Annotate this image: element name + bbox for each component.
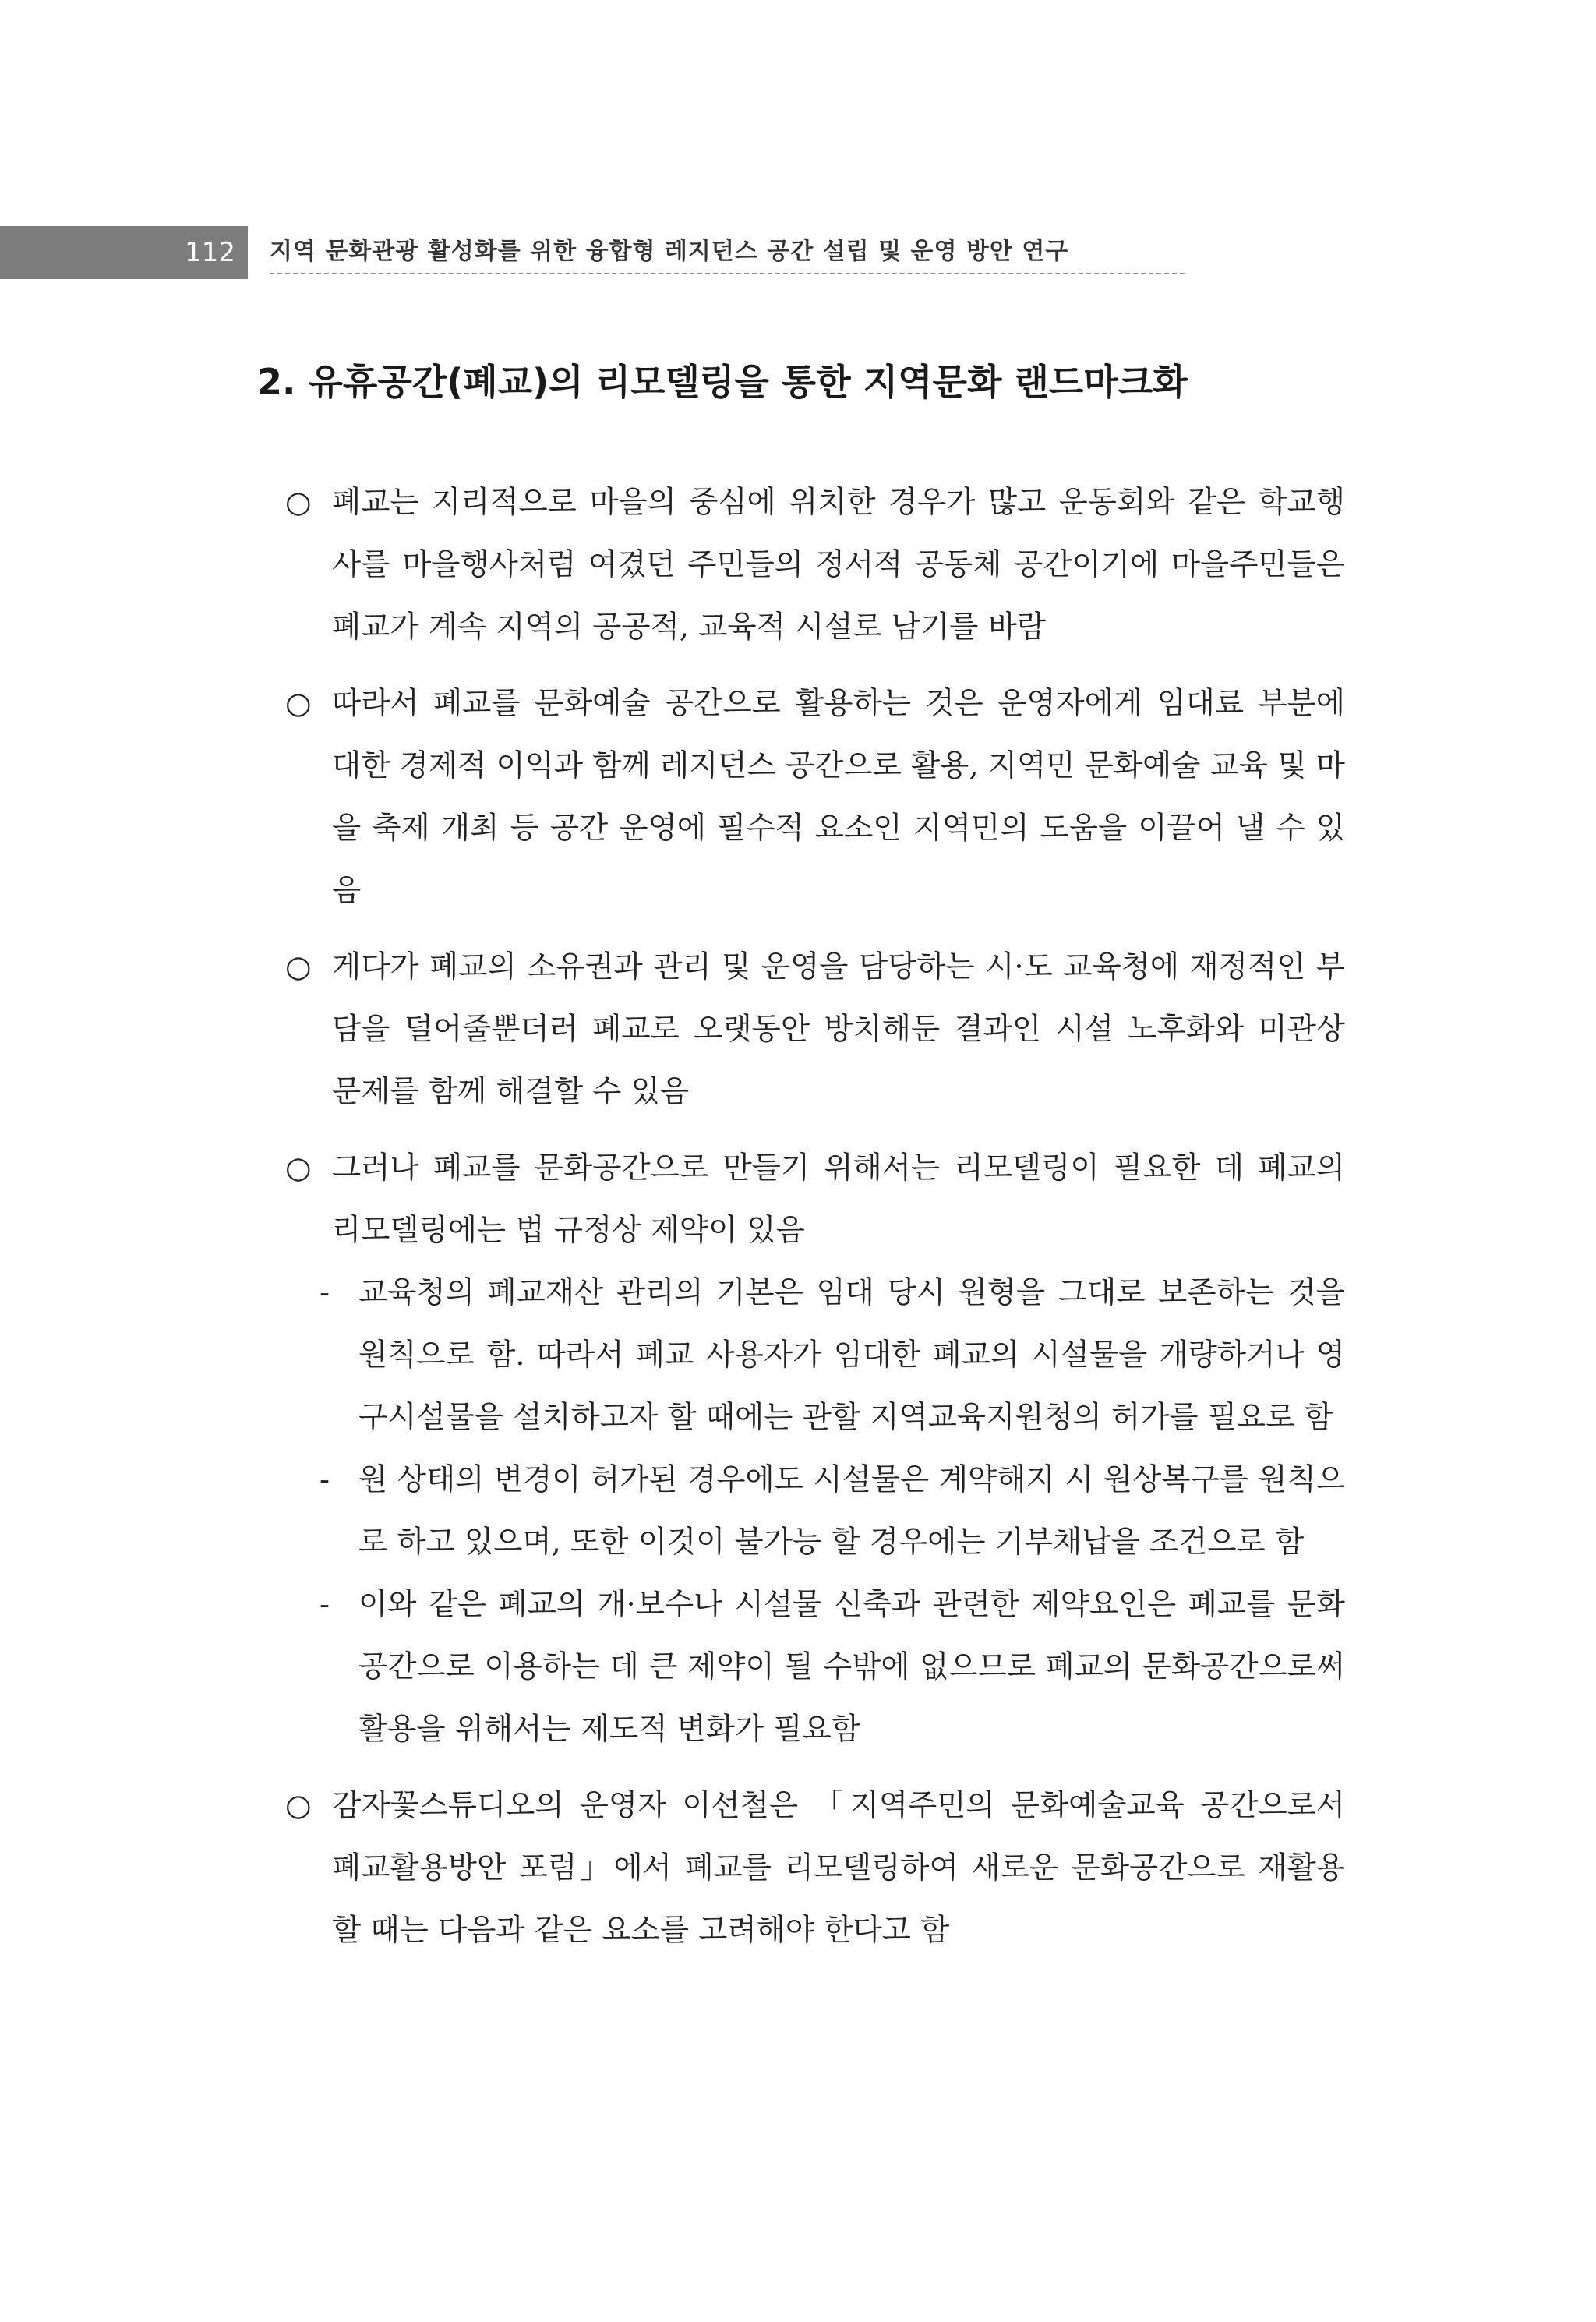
bullet-text: 그러나 폐교를 문화공간으로 만들기 위해서는 리모델링이 필요한 데 폐교의 리모델링에는 법 규정상 제약이 있음 xyxy=(332,1150,1345,1248)
bullet-text: 따라서 폐교를 문화예술 공간으로 활용하는 것은 운영자에게 임대료 부분에 대한 경제적 이익과 함께 레지던스 공간으로 활용, 지역민 문화예술 교육 및 마을 축제 개최 등 공간 운영에 필수적 요소인 지역민의 도움을 이끌어 낼 수 있음 xyxy=(332,686,1345,908)
bullet-text: 감자꽃스튜디오의 운영자 이선철은 「지역주민의 문화예술교육 공간으로서 폐교활용방안 포럼」에서 폐교를 리모델링하여 새로운 문화공간으로 재활용할 때는 다음과 같은 요소를 고려해야 한다고 함 xyxy=(332,1788,1345,1948)
circle-bullet-icon: ○ xyxy=(285,485,312,520)
circle-bullet-icon: ○ xyxy=(285,686,312,721)
circle-bullet-icon: ○ xyxy=(285,1788,312,1823)
dash-bullet-icon: - xyxy=(320,1275,330,1310)
running-title: 지역 문화관광 활성화를 위한 융합형 레지던스 공간 설립 및 운영 방안 연구 xyxy=(270,232,1185,274)
section-title: 2. 유휴공간(폐교)의 리모델링을 통한 지역문화 랜드마크화 xyxy=(257,361,1188,403)
page-header xyxy=(0,226,1200,279)
circle-bullet-icon: ○ xyxy=(285,949,312,984)
sub-item xyxy=(285,1262,1345,1449)
bullet-text: 폐교는 지리적으로 마을의 중심에 위치한 경우가 많고 운동회와 같은 학교행사를 마을행사처럼 여겼던 주민들의 정서적 공동체 공간이기에 마을주민들은 폐교가 계속 지역의 공공적, 교육적 시설로 남기를 바람 xyxy=(332,485,1345,645)
sub-item-text: 교육청의 폐교재산 관리의 기본은 임대 당시 원형을 그대로 보존하는 것을 원칙으로 함. 따라서 폐교 사용자가 임대한 폐교의 시설물을 개량하거나 영구시설물을 설치하고자 할 때에는 관할 지역교육지원청의 허가를 필요로 함 xyxy=(358,1275,1345,1435)
sub-item-text: 이와 같은 폐교의 개·보수나 시설물 신축과 관련한 제약요인은 폐교를 문화공간으로 이용하는 데 큰 제약이 될 수밖에 없으므로 폐교의 문화공간으로써 활용을 위해서는 제도적 변화가 필요함 xyxy=(358,1587,1345,1747)
sub-item-text: 원 상태의 변경이 허가된 경우에도 시설물은 계약해지 시 원상복구를 원칙으로 하고 있으며, 또한 이것이 불가능 할 경우에는 기부채납을 조건으로 함 xyxy=(358,1462,1345,1560)
sub-item-list xyxy=(285,1262,1345,1761)
sub-item xyxy=(285,1574,1345,1761)
page-number: 112 xyxy=(0,226,248,279)
bullet-paragraph xyxy=(285,673,1345,922)
bullet-paragraph xyxy=(285,936,1345,1123)
sub-item xyxy=(285,1449,1345,1574)
bullet-paragraph xyxy=(285,472,1345,659)
body-content xyxy=(285,472,1345,1976)
bullet-paragraph xyxy=(285,1775,1345,1962)
circle-bullet-icon: ○ xyxy=(285,1150,312,1186)
dash-bullet-icon: - xyxy=(320,1587,330,1622)
bullet-paragraph xyxy=(285,1137,1345,1262)
dash-bullet-icon: - xyxy=(320,1462,330,1497)
bullet-text: 게다가 폐교의 소유권과 관리 및 운영을 담당하는 시·도 교육청에 재정적인 부담을 덜어줄뿐더러 폐교로 오랫동안 방치해둔 결과인 시설 노후화와 미관상 문제를 함께 해결할 수 있음 xyxy=(332,949,1345,1109)
